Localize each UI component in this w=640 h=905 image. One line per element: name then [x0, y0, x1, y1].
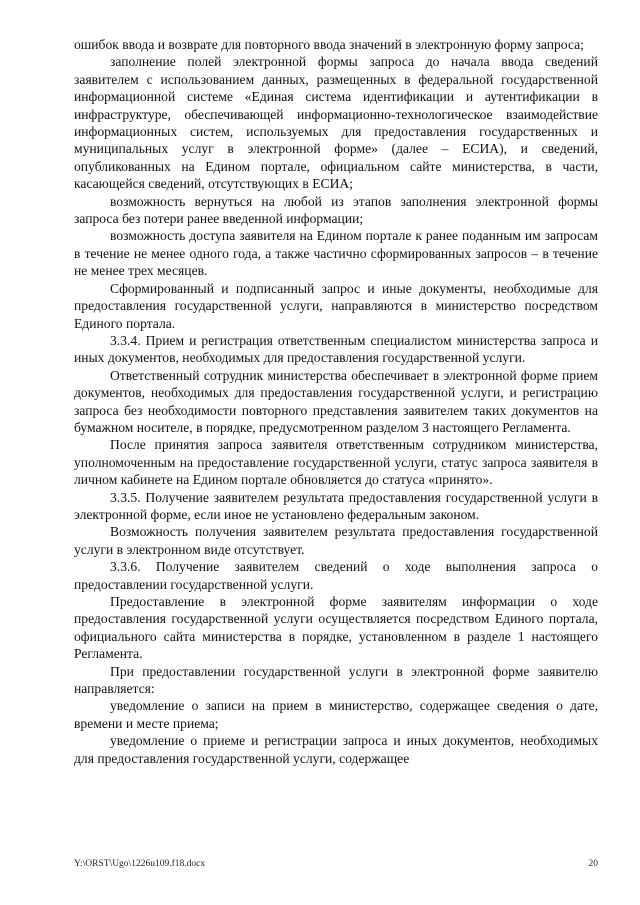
page-number: 20: [588, 859, 598, 869]
paragraph-progress-info: Предоставление в электронной форме заявителям информации о ходе предоставления государственной услуги осуществляется посредством Единого портала, официального сайта министерства в порядке, установленном в разделе 1 настоящего Регламента.: [74, 594, 598, 662]
paragraph-request-sent: Сформированный и подписанный запрос и иные документы, необходимые для предоставления государственной услуги, направляются в министерство посредством Единого портала.: [74, 280, 598, 331]
paragraph-esia-prefill: заполнение полей электронной формы запроса до начала ввода сведений заявителем с использованием данных, размещенных в федеральной государственной информационной системе «Единая система идентификации и аутентификации в инфраструктуре, обеспечивающей информационно-технологическое взаимодействие информационных систем, используемых для предоставления государственных и муниципальных услуг в электронной форме» (далее – ЕСИА), и сведений, опубликованных на Едином портале, официальном сайте министерства, в части, касающейся сведений, отсутствующих в ЕСИА;: [74, 54, 598, 192]
paragraph-no-electronic-result: Возможность получения заявителем результата предоставления государственной услуги в электронном виде отсутствует.: [74, 524, 598, 557]
paragraph-status-accepted: После принятия запроса заявителя ответственным сотрудником министерства, уполномоченным на предоставление государственной услуги, статус запроса заявителя в личном кабинете на Едином портале обновляется до статуса «принято».: [74, 437, 598, 488]
paragraph-employee-reception: Ответственный сотрудник министерства обеспечивает в электронной форме прием документов, необходимых для предоставления государственной услуги, и регистрацию запроса без необходимости повторного представления заявителем таких документов на бумажном носителе, в порядке, предусмотренном разделом 3 настоящего Регламента.: [74, 367, 598, 435]
paragraph-registration-notice: уведомление о приеме и регистрации запроса и иных документов, необходимых для предоставления государственной услуги, содержащее: [74, 733, 598, 766]
paragraph-return-to-step: возможность вернуться на любой из этапов заполнения электронной формы запроса без потери ранее введенной информации;: [74, 193, 598, 227]
paragraph-appointment-notice: уведомление о записи на прием в министерство, содержащее сведения о дате, времени и месте приема;: [74, 698, 598, 731]
paragraph-continuation: ошибок ввода и возврате для повторного ввода значений в электронную форму запроса;: [74, 37, 584, 52]
section-heading-3-3-5: 3.3.5. Получение заявителем результата предоставления государственной услуги в электронной форме, если иное не установлено федеральным законом.: [74, 489, 598, 522]
footer-file-path: Y:\ORST\Ugo\1226u109.f18.docx: [74, 859, 206, 869]
document-body: [74, 36, 598, 767]
paragraph-notifications-intro: При предоставлении государственной услуги в электронной форме заявителю направляется:: [74, 663, 598, 697]
section-heading-3-3-6: 3.3.6. Получение заявителем сведений о ходе выполнения запроса о предоставлении государственной услуги.: [74, 559, 598, 592]
section-heading-3-3-4: 3.3.4. Прием и регистрация ответственным специалистом министерства запроса и иных документов, необходимых для предоставления государственной услуги.: [74, 332, 598, 366]
page-footer: [74, 857, 598, 871]
paragraph-access-previous-requests: возможность доступа заявителя на Едином портале к ранее поданным им запросам в течение не менее одного года, а также частично сформированных запросов – в течение не менее трех месяцев.: [74, 228, 598, 279]
